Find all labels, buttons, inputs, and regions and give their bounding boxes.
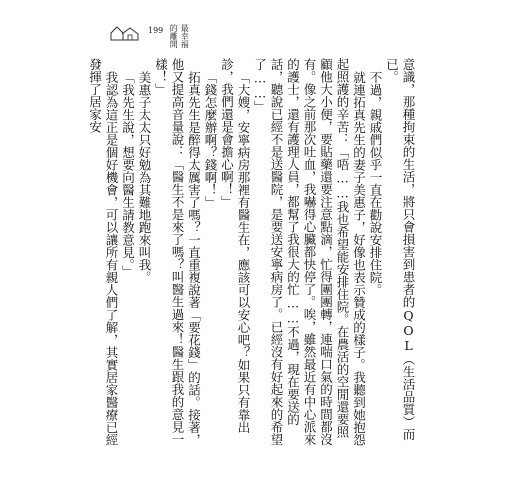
- paragraph: 我認為這正是個好機會，可以讓所有親人們了解，其實居家醫療已經發揮了居家安: [87, 58, 119, 446]
- paragraph: 不過，親戚們似乎一直在勸說安排住院。: [368, 70, 383, 296]
- paragraph: 「錢怎麼辦啊？錢啊！」: [203, 70, 218, 208]
- chapter-title: 的離開: [169, 24, 179, 48]
- house-outline-icon: [108, 24, 142, 42]
- paragraph: 意識，那種拘束的生活，將只會損害到患者的QOL（生活品質）而已。: [384, 58, 416, 441]
- page-number: 199: [148, 26, 164, 35]
- paragraph: 美惠子太太只好勉為其難地跑來叫我。: [137, 70, 152, 283]
- paragraph: 就連拓真先生的妻子美惠子，好像也表示贊成的樣子。我聽到她抱怨起照護的辛苦：「唔……我也希望能安排住院。在農活的空閒還要照顧他大小便，要貼藥還要注意點滴，忙得團團轉，連喘口氣的時間都沒有。像之前那次吐血，我嚇得心臟都快停了。唉，雖然最近有中心派來的護士，還有護理人員，都幫了我很大的忙……不過，現在要送的話，聽說已經不是送醫院，是要送安寧病房了。已經沒有好起來的希望了……」: [252, 58, 367, 446]
- book-title: 最幸福: [180, 24, 190, 48]
- running-header: [104, 24, 189, 48]
- body-text: [87, 58, 416, 448]
- paragraph: 「我先生說，想要向醫生請教意見。」: [120, 70, 136, 277]
- paragraph: 拓真先生是醉得太厲害了嗎？一直重複說著「要花錢」的話。接著，他又提高音量說：「醫生不是來了嗎？叫醫生過來！醫生跟我的意見一樣！」: [153, 58, 202, 446]
- running-title: [169, 24, 189, 48]
- paragraph: 「大嫂，安寧病房那裡有醫生在，應該可以安心吧？如果只有靠出診，我們還是會擔心啊！」: [219, 58, 251, 433]
